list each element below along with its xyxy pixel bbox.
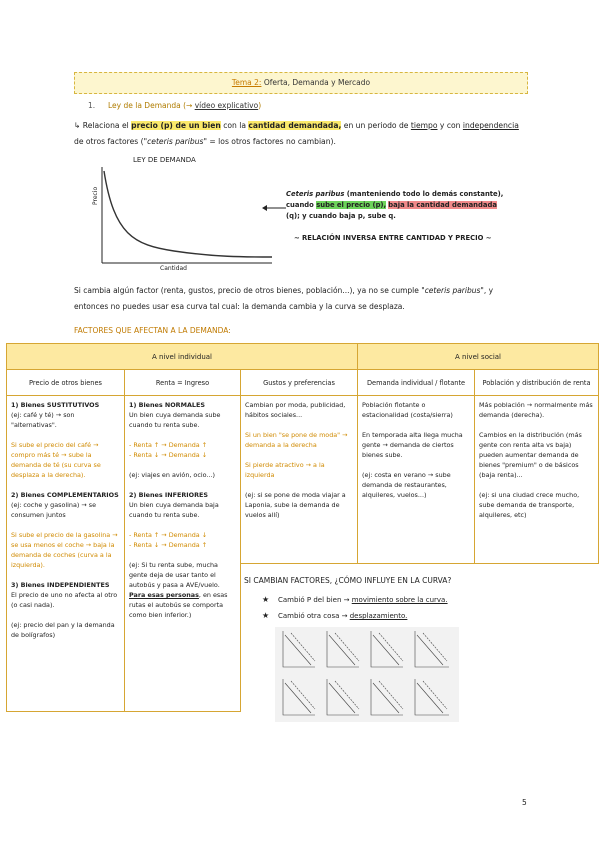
group-social: A nivel social bbox=[358, 344, 599, 370]
inferiores-ej-b: , en esas rutas el autobús se comporta como bien inferior.) bbox=[129, 591, 228, 619]
col-head-poblacion: Población y distribución de renta bbox=[475, 370, 599, 396]
section-close: ) bbox=[258, 101, 262, 110]
normales-text: Un bien cuya demanda sube cuando tu renta sube. bbox=[129, 411, 221, 429]
curva-item2-a: Cambió otra cosa → bbox=[278, 612, 350, 620]
ceteris-paribus-note bbox=[286, 189, 512, 222]
poblacion-ej: (ej: si una ciudad crece mucho, sube demanda de transporte, alquileres, etc) bbox=[479, 491, 580, 519]
intro-t6: " = los otros factores no cambian). bbox=[203, 137, 336, 146]
graph-title: LEY DE DEMANDA bbox=[133, 156, 196, 164]
normales-o2: - Renta ↓ → Demanda ↓ bbox=[129, 451, 208, 459]
demand-curve bbox=[104, 171, 272, 257]
y-axis-label: Precio bbox=[92, 186, 99, 205]
inferiores-ej-bold: Para esas personas bbox=[129, 591, 199, 599]
independientes-title: 3) Bienes INDEPENDIENTES bbox=[11, 581, 110, 589]
section-number: 1. bbox=[88, 101, 96, 110]
inferiores-title: 2) Bienes INFERIORES bbox=[129, 491, 208, 499]
shift-diagrams-image bbox=[275, 627, 459, 722]
section-text: Ley de la Demanda (→ bbox=[108, 101, 195, 110]
gustos-ej: (ej: si se pone de moda viajar a Laponia, sube la demanda de vuelos allí) bbox=[245, 491, 346, 519]
term-ceteris: ceteris paribus bbox=[147, 137, 204, 146]
demand-curve-graph bbox=[94, 165, 274, 273]
topic-title-box bbox=[74, 72, 528, 94]
intro-arrow: ↳ bbox=[74, 121, 83, 130]
gustos-o2: Si pierde atractivo → a la izquierda bbox=[245, 461, 325, 479]
flotante-t2: En temporada alta llega mucha gente → demanda de ciertos bienes sube. bbox=[362, 431, 463, 459]
highlight-cantidad: cantidad demandada, bbox=[248, 121, 342, 130]
normales-title: 1) Bienes NORMALES bbox=[129, 401, 205, 409]
poblacion-t2: Cambios en la distribución (más gente con renta alta vs baja) pueden aumentar demanda de bienes "premium" o de básicos (baja renta)... bbox=[479, 431, 582, 479]
independientes-ej: (ej: precio del pan y la demanda de bolígrafos) bbox=[11, 621, 115, 639]
col-head-demanda-flotante: Demanda individual / flotante bbox=[358, 370, 475, 396]
cell-demanda-flotante bbox=[358, 396, 475, 564]
flotante-t1: Población flotante o estacionalidad (costa/sierra) bbox=[362, 401, 453, 419]
cell-renta bbox=[125, 396, 241, 712]
gustos-t1: Cambian por moda, publicidad, hábitos sociales... bbox=[245, 401, 346, 419]
group-individual: A nivel individual bbox=[7, 344, 358, 370]
curva-item-precio bbox=[262, 592, 448, 608]
curva-item2-b: desplazamiento. bbox=[349, 612, 408, 620]
curva-item1-b: movimiento sobre la curva. bbox=[351, 596, 448, 604]
intro-t4: y con bbox=[437, 121, 463, 130]
highlight-baja-cantidad: baja la cantidad demandada bbox=[388, 201, 497, 209]
col-head-renta: Renta = Ingreso bbox=[125, 370, 241, 396]
ceteris-title: Ceteris paribus bbox=[286, 190, 345, 198]
cell-gustos bbox=[241, 396, 358, 564]
sustitutivos-title: 1) Bienes SUSTITUTIVOS bbox=[11, 401, 100, 409]
gustos-o1: Si un bien "se pone de moda" → demanda a la derecha bbox=[245, 431, 348, 449]
arrow-left-icon bbox=[262, 204, 286, 212]
poblacion-t1: Más población → normalmente más demanda (derecha). bbox=[479, 401, 593, 419]
cell-precio-otros bbox=[7, 396, 125, 712]
sustitutivos-ej: (ej: café y té) → son "alternativas". bbox=[11, 411, 75, 429]
curva-list bbox=[262, 592, 448, 624]
complementarios-example: Si sube el precio de la gasolina → se usa menos el coche → baja la demanda de coches (curva a la izquierda). bbox=[11, 531, 118, 569]
flotante-ej: (ej: costa en verano → sube demanda de restaurantes, alquileres, vuelos...) bbox=[362, 471, 451, 499]
x-axis-label: Cantidad bbox=[160, 265, 187, 272]
term-independencia: independencia bbox=[462, 121, 519, 130]
si-cambia-ceteris: ceteris paribus bbox=[424, 286, 481, 295]
highlight-precio: precio (p) de un bien bbox=[131, 121, 221, 130]
ceteris-t2: (q); y cuando baja p, sube q. bbox=[286, 212, 396, 220]
mini-graph bbox=[283, 631, 449, 715]
curva-item-otra bbox=[262, 608, 448, 624]
si-cambia-paragraph bbox=[74, 283, 526, 315]
normales-ej: (ej: viajes en avión, ocio...) bbox=[129, 471, 216, 479]
page-number: 5 bbox=[522, 798, 527, 807]
inferiores-ej bbox=[129, 560, 236, 620]
video-link[interactable]: vídeo explicativo bbox=[194, 101, 259, 110]
ceteris-t1: (manteniendo todo lo demás constante), cuando bbox=[286, 190, 504, 209]
topic-label: Tema 2: bbox=[231, 78, 262, 87]
col-head-precio-otros: Precio de otros bienes bbox=[7, 370, 125, 396]
complementarios-ej: (ej: coche y gasolina) → se consumen juntos bbox=[11, 501, 97, 519]
topic-title: Oferta, Demanda y Mercado bbox=[261, 78, 371, 87]
si-cambia-t1: Si cambia algún factor (renta, gustos, precio de otros bienes, población...), ya no se cumple " bbox=[74, 286, 425, 295]
section-heading bbox=[88, 101, 261, 110]
inferiores-ej-a: (ej: Si tu renta sube, mucha gente deja de usar tanto el autobús y pasa a AVE/vuelo. bbox=[129, 561, 220, 589]
col-head-gustos: Gustos y preferencias bbox=[241, 370, 358, 396]
highlight-sube-precio: sube el precio (p), bbox=[316, 201, 387, 209]
intro-t3: en un periodo de bbox=[341, 121, 411, 130]
curva-item1-a: Cambió P del bien → bbox=[278, 596, 352, 604]
inverse-relation-note: ~ RELACIÓN INVERSA ENTRE CANTIDAD Y PRECIO ~ bbox=[294, 234, 492, 242]
curva-heading: SI CAMBIAN FACTORES, ¿CÓMO INFLUYE EN LA CURVA? bbox=[244, 576, 452, 585]
cell-poblacion bbox=[475, 396, 599, 564]
inferiores-o1: - Renta ↑ → Demanda ↓ bbox=[129, 531, 208, 539]
term-tiempo: tiempo bbox=[410, 121, 438, 130]
inferiores-o2: - Renta ↓ → Demanda ↑ bbox=[129, 541, 208, 549]
intro-paragraph bbox=[74, 118, 524, 150]
inferiores-text: Un bien cuya demanda baja cuando tu renta sube. bbox=[129, 501, 219, 519]
intro-t2: con la bbox=[220, 121, 249, 130]
independientes-text: El precio de uno no afecta al otro (o casi nada). bbox=[11, 591, 118, 609]
normales-o1: - Renta ↑ → Demanda ↑ bbox=[129, 441, 208, 449]
sustitutivos-example: Si sube el precio del café → compro más té → sube la demanda de té (su curva se desplaza a la derecha). bbox=[11, 441, 101, 479]
intro-t5: de otros factores (" bbox=[74, 137, 148, 146]
intro-t1: Relaciona el bbox=[82, 121, 132, 130]
si-cambia-t2: ", y entonces no puedes usar esa curva tal cual: la demanda cambia y la curva se desplaza. bbox=[74, 286, 494, 311]
factores-heading: FACTORES QUE AFECTAN A LA DEMANDA: bbox=[74, 326, 231, 335]
complementarios-title: 2) Bienes COMPLEMENTARIOS bbox=[11, 491, 119, 499]
